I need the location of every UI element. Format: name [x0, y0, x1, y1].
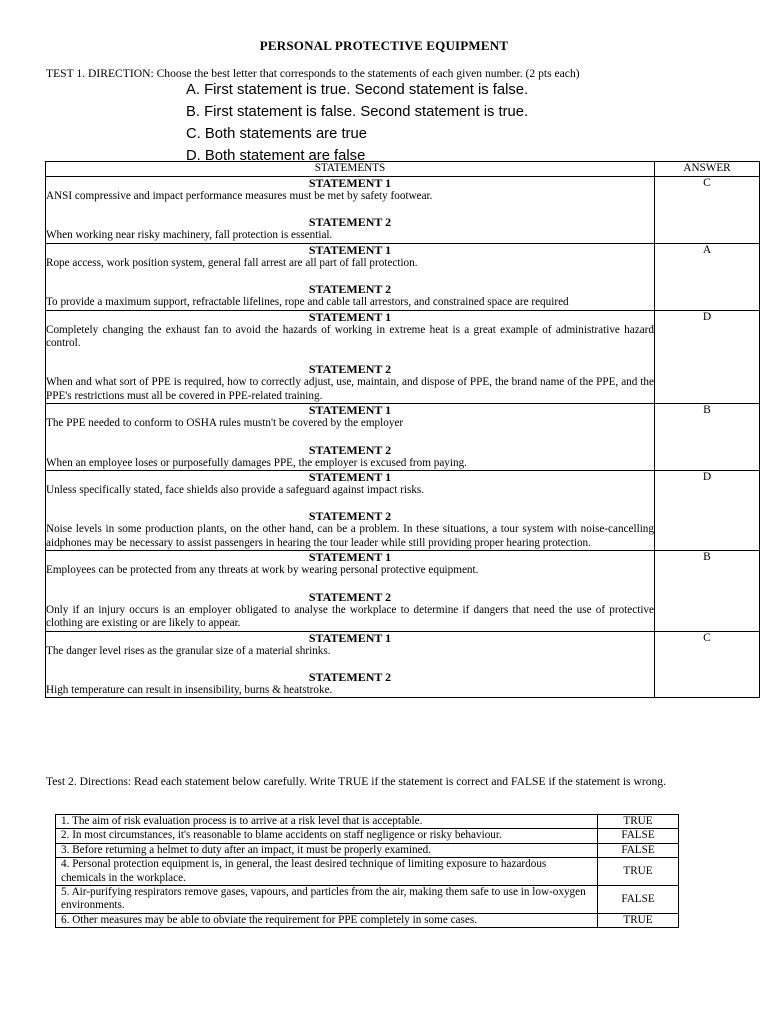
- statement-2-label: STATEMENT 2: [308, 669, 392, 684]
- test1-row: [46, 631, 760, 698]
- answer-cell: D: [655, 310, 760, 404]
- statement-2-text: To provide a maximum support, refractable lifelines, rope and cable tall arrestors, and constrained space are required: [46, 296, 569, 309]
- statements-cell: [46, 631, 655, 698]
- statement-2-text: When working near risky machinery, fall protection is essential.: [46, 229, 333, 242]
- test2-answer: TRUE: [598, 815, 679, 829]
- statement-1-label: STATEMENT 1: [308, 242, 392, 257]
- test1-table: [45, 161, 760, 698]
- test2-row: [56, 815, 679, 829]
- test2-direction: Test 2. Directions: Read each statement below carefully. Write TRUE if the statement is correct and FALSE if the statement is wrong.: [46, 775, 666, 788]
- answer-cell: C: [655, 631, 760, 698]
- statement-2-label: STATEMENT 2: [308, 442, 392, 457]
- statement-2-text: High temperature can result in insensibility, burns & heatstroke.: [46, 683, 333, 696]
- statement-2-text: Only if an injury occurs is an employer obligated to analyse the workplace to determine if dangers that need the use of protective clothing are existing or are likely to appear.: [46, 603, 654, 630]
- statement-2-text: Noise levels in some production plants, on the other hand, can be a problem. In these situations, a tour system with noise-cancelling aidphones may be necessary to assist passengers in hearing the tour leader while still providing proper hearing protection.: [46, 523, 654, 549]
- statement-1-text: Rope access, work position system, general fall arrest are all part of fall protection.: [46, 256, 418, 269]
- test2-answer: TRUE: [598, 913, 679, 927]
- statement-1-text: The danger level rises as the granular size of a material shrinks.: [46, 644, 331, 657]
- test2-answer: FALSE: [598, 886, 679, 914]
- test2-statement: 5. Air-purifying respirators remove gases, vapours, and particles from the air, making them safe to use in low-oxygen environments.: [56, 886, 598, 914]
- statement-2-label: STATEMENT 2: [308, 282, 392, 297]
- test1-row: [46, 471, 760, 551]
- test1-row: [46, 310, 760, 404]
- statements-cell: [46, 310, 655, 404]
- statements-cell: [46, 243, 655, 310]
- statement-1-label: STATEMENT 1: [308, 309, 392, 324]
- choice-a: A. First statement is true. Second statement is false.: [186, 82, 529, 98]
- statement-1-text: ANSI compressive and impact performance measures must be met by safety footwear.: [46, 190, 433, 202]
- test2-answer: FALSE: [598, 843, 679, 857]
- test2-statement: 6. Other measures may be able to obviate the requirement for PPE completely in some cases.: [56, 913, 598, 927]
- answer-cell: B: [655, 551, 760, 631]
- test2-answer: FALSE: [598, 829, 679, 843]
- statement-1-label: STATEMENT 1: [308, 176, 392, 190]
- statement-2-text: When an employee loses or purposefully damages PPE, the employer is excused from paying.: [46, 456, 467, 469]
- test1-direction: TEST 1. DIRECTION: Choose the best letter that corresponds to the statements of each given number. (2 pts each): [46, 67, 580, 80]
- test2-answer: TRUE: [598, 858, 679, 886]
- choice-c: C. Both statements are true: [186, 126, 367, 142]
- page-title: PERSONAL PROTECTIVE EQUIPMENT: [259, 38, 509, 53]
- test1-row: [46, 404, 760, 471]
- answer-cell: A: [655, 243, 760, 310]
- answer-cell: D: [655, 471, 760, 551]
- test1-row: [46, 243, 760, 310]
- test2-row: [56, 829, 679, 843]
- statement-2-label: STATEMENT 2: [308, 215, 392, 230]
- statement-1-text: Employees can be protected from any threats at work by wearing personal protective equipment.: [46, 564, 479, 577]
- statements-header: STATEMENTS: [46, 162, 655, 177]
- statement-1-label: STATEMENT 1: [308, 630, 392, 645]
- statement-2-label: STATEMENT 2: [308, 362, 392, 377]
- statement-1-text: The PPE needed to conform to OSHA rules mustn't be covered by the employer: [46, 417, 404, 430]
- answer-cell: C: [655, 177, 760, 244]
- statement-2-text: When and what sort of PPE is required, how to correctly adjust, use, maintain, and dispose of PPE, the brand name of the PPE, and the PPE's restrictions must all be covered in PPE-related training.: [46, 376, 654, 402]
- statement-1-label: STATEMENT 1: [308, 470, 392, 485]
- test2-row: [56, 858, 679, 886]
- test2-row: [56, 913, 679, 927]
- statement-1-text: Completely changing the exhaust fan to avoid the hazards of working in extreme heat is a great example of administrative hazard control.: [46, 323, 654, 350]
- choice-b: B. First statement is false. Second statement is true.: [186, 104, 529, 120]
- test2-statement: 2. In most circumstances, it's reasonable to blame accidents on staff negligence or risky behaviour.: [56, 829, 598, 843]
- statement-1-text: Unless specifically stated, face shields also provide a safeguard against impact risks.: [46, 484, 425, 497]
- answer-choices: [186, 79, 528, 167]
- statement-2-label: STATEMENT 2: [308, 589, 392, 604]
- test2-statement: 1. The aim of risk evaluation process is to arrive at a risk level that is acceptable.: [56, 815, 598, 829]
- test2-statement: 3. Before returning a helmet to duty after an impact, it must be properly examined.: [56, 843, 598, 857]
- statement-2-label: STATEMENT 2: [308, 509, 392, 524]
- statements-cell: [46, 177, 655, 244]
- choice-d: D. Both statement are false: [186, 148, 366, 164]
- statements-cell: [46, 471, 655, 551]
- test2-row: [56, 886, 679, 914]
- answer-header: ANSWER: [655, 162, 760, 177]
- test2-statement: 4. Personal protection equipment is, in general, the least desired technique of limiting exposure to hazardous chemicals in the workplace.: [56, 858, 598, 886]
- answer-cell: B: [655, 404, 760, 471]
- statements-cell: [46, 551, 655, 631]
- statement-1-label: STATEMENT 1: [308, 550, 392, 565]
- test1-row: [46, 551, 760, 631]
- statement-1-label: STATEMENT 1: [308, 403, 392, 418]
- statements-cell: [46, 404, 655, 471]
- test2-table: [55, 814, 679, 928]
- test2-row: [56, 843, 679, 857]
- test1-header-row: [46, 162, 760, 177]
- test1-row: [46, 177, 760, 244]
